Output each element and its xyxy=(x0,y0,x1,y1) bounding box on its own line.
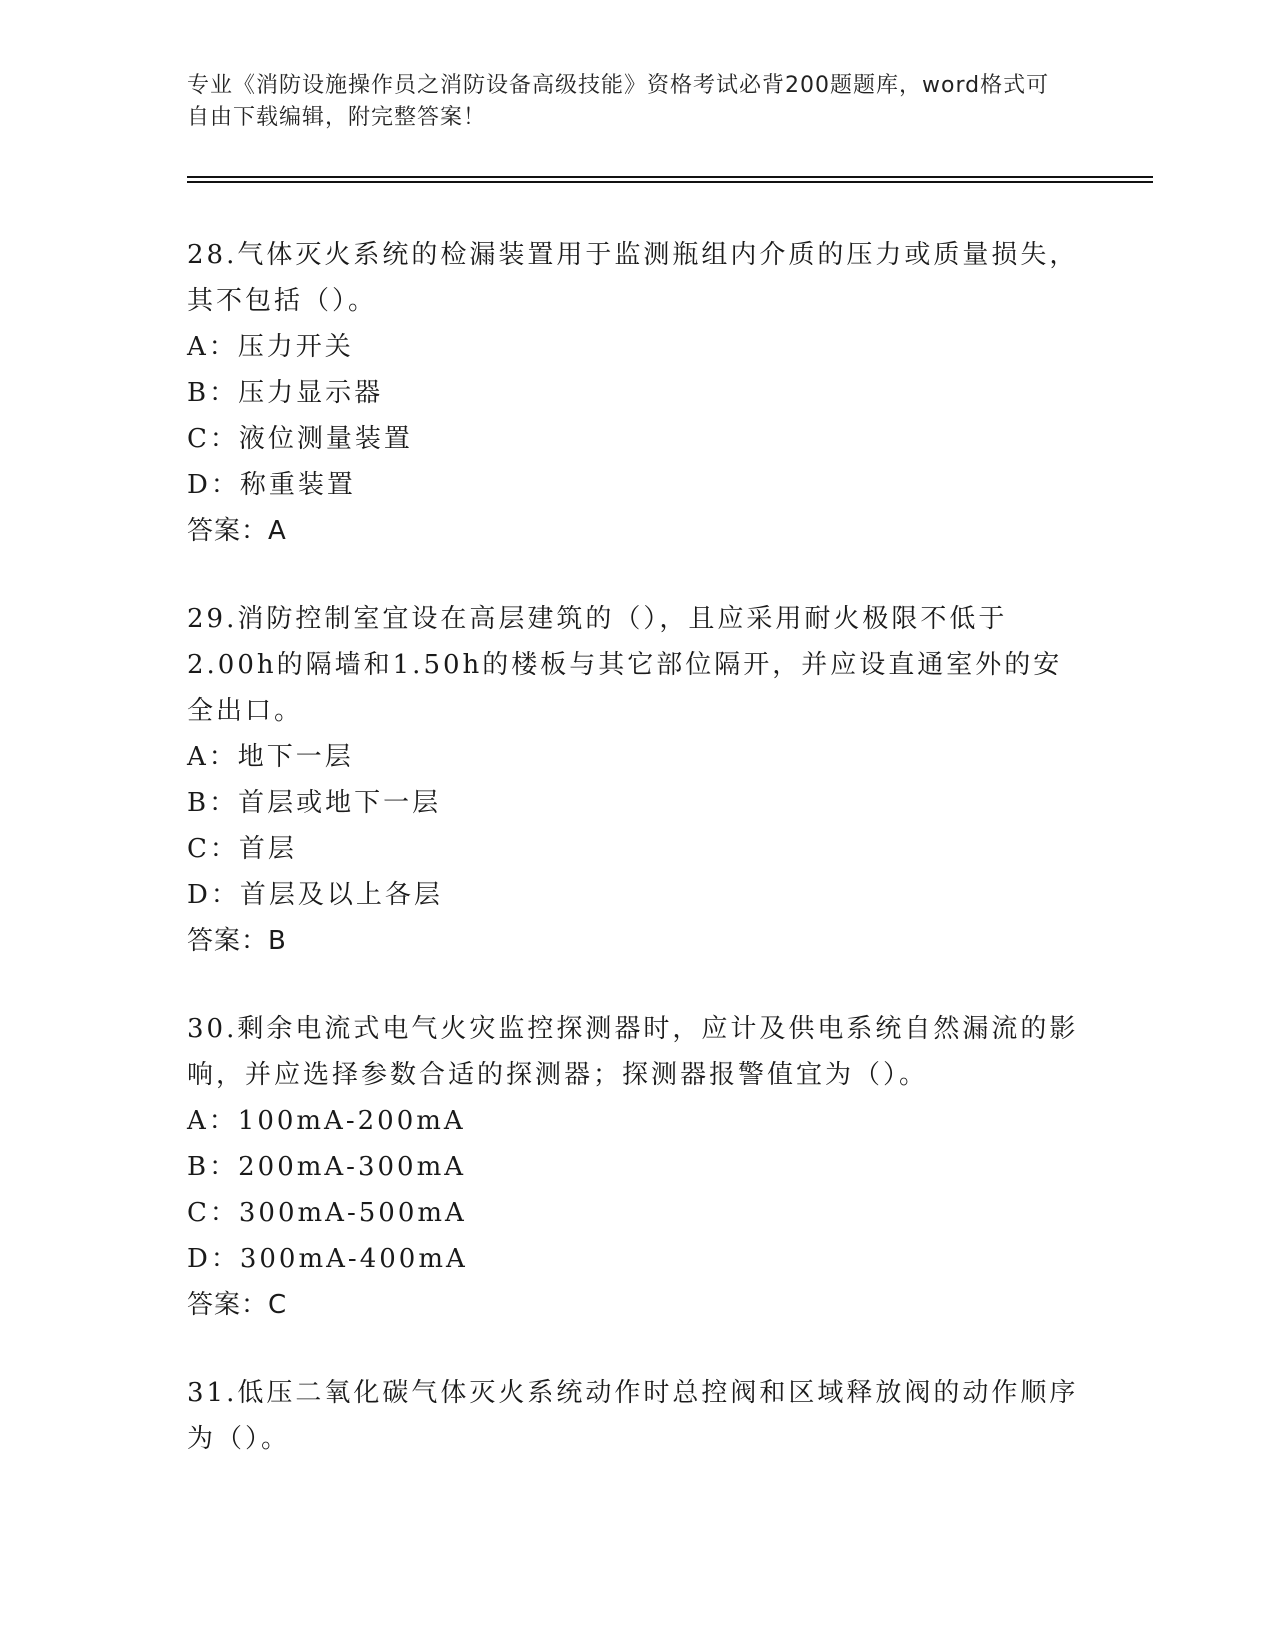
question-29 xyxy=(187,596,1087,964)
option-d: D：首层及以上各层 xyxy=(187,880,443,910)
answer: 答案：C xyxy=(187,1290,288,1320)
option-c: C：300mA-500mA xyxy=(187,1198,467,1228)
option-b: B：压力显示器 xyxy=(187,378,384,408)
header-divider-bottom xyxy=(187,181,1153,183)
answer: 答案：A xyxy=(187,516,287,546)
question-stem: 31.低压二氧化碳气体灭火系统动作时总控阀和区域释放阀的动作顺序为（）。 xyxy=(187,1378,1079,1454)
option-b: B：首层或地下一层 xyxy=(187,788,442,818)
option-a: A：压力开关 xyxy=(187,332,354,362)
question-stem: 30.剩余电流式电气火灾监控探测器时，应计及供电系统自然漏流的影响，并应选择参数合适的探测器；探测器报警值宜为（）。 xyxy=(187,1014,1079,1090)
option-d: D：称重装置 xyxy=(187,470,356,500)
option-c: C：液位测量装置 xyxy=(187,424,413,454)
option-d: D：300mA-400mA xyxy=(187,1244,468,1274)
option-a: A：地下一层 xyxy=(187,742,354,772)
option-b: B：200mA-300mA xyxy=(187,1152,467,1182)
option-c: C：首层 xyxy=(187,834,297,864)
question-28 xyxy=(187,232,1087,554)
document-header: 专业《消防设施操作员之消防设备高级技能》资格考试必背200题题库，word格式可自由下载编辑，附完整答案！ xyxy=(187,73,1050,130)
question-stem: 29.消防控制室宜设在高层建筑的（），且应采用耐火极限不低于2.00h的隔墙和1.50h的楼板与其它部位隔开，并应设直通室外的安全出口。 xyxy=(187,604,1063,726)
question-31 xyxy=(187,1370,1087,1462)
question-30 xyxy=(187,1006,1087,1328)
answer: 答案：B xyxy=(187,926,287,956)
question-stem: 28.气体灭火系统的检漏装置用于监测瓶组内介质的压力或质量损失，其不包括（）。 xyxy=(187,240,1079,316)
option-a: A：100mA-200mA xyxy=(187,1106,466,1136)
header-divider-top xyxy=(187,176,1153,178)
